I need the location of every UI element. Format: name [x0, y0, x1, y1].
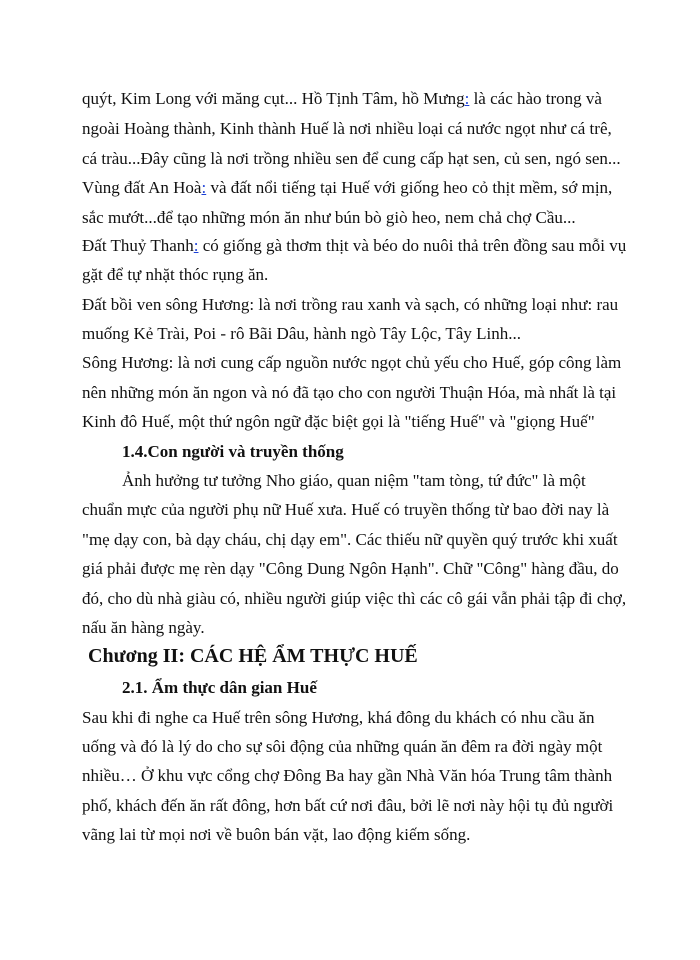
text-line: chuẩn mực của người phụ nữ Huế xưa. Huế có truyền thống từ bao đời nay là [82, 500, 610, 519]
section-heading: 2.1. Ẩm thực dân gian Huế [122, 678, 317, 697]
text-line: Sau khi đi nghe ca Huế trên sông Hương, khá đông du khách có nhu cầu ăn [82, 708, 595, 727]
text-line [82, 177, 612, 199]
text-span: có giống gà thơm thịt và béo do nuôi thả trên đồng sau mỗi vụ [198, 236, 627, 255]
text-line: Sông Hương: là nơi cung cấp nguồn nước ngọt chủ yếu cho Huế, góp công làm [82, 353, 622, 372]
text-line: nhiều… Ở khu vực cổng chợ Đông Ba hay gần Nhà Văn hóa Trung tâm thành [82, 766, 613, 785]
text-line: sắc mướt...để tạo những món ăn như bún bò giò heo, nem chả chợ Cầu... [82, 208, 576, 227]
text-span: quýt, Kim Long với măng cụt... Hồ Tịnh Tâm, hồ Mưng [82, 89, 465, 108]
text-line: giá phải được mẹ rèn dạy "Công Dung Ngôn Hạnh". Chữ "Công" hàng đầu, do [82, 559, 619, 578]
text-span: và đất nổi tiếng tại Huế với giống heo cỏ thịt mềm, sớ mịn, [206, 178, 613, 197]
text-span: Đất Thuỷ Thanh [82, 236, 194, 255]
text-line: cá tràu...Đây cũng là nơi trồng nhiều sen để cung cấp hạt sen, củ sen, ngó sen... [82, 149, 621, 168]
hyperlink[interactable]: : [464, 89, 470, 108]
text-line: gặt để tự nhặt thóc rụng ăn. [82, 265, 269, 284]
section-heading: 1.4.Con người và truyền thống [122, 442, 344, 461]
text-span: Vùng đất An Hoà [82, 178, 202, 197]
text-line: phố, khách đến ăn rất đông, hơn bất cứ nơi đâu, bởi lẽ nơi này hội tụ đủ người [82, 796, 614, 815]
hyperlink[interactable]: : [201, 178, 207, 197]
text-line: Ảnh hưởng tư tưởng Nho giáo, quan niệm "tam tòng, tứ đức" là một [122, 471, 586, 490]
text-line [82, 235, 626, 257]
text-line: Đất bồi ven sông Hương: là nơi trồng rau xanh và sạch, có những loại như: rau [82, 295, 619, 314]
text-line: nên những món ăn ngon và nó đã tạo cho con người Thuận Hóa, mà nhất là tại [82, 383, 617, 402]
text-span: là các hào trong và [469, 89, 602, 108]
text-line: ngoài Hoàng thành, Kinh thành Huế là nơi nhiều loại cá nước ngọt như cá trê, [82, 119, 612, 138]
text-line: nấu ăn hàng ngày. [82, 618, 205, 637]
text-line: muống Kẻ Trài, Poi - rô Bãi Dâu, hành ngò Tây Lộc, Tây Linh... [82, 324, 521, 343]
text-line: Kinh đô Huế, một thứ ngôn ngữ đặc biệt gọi là "tiếng Huế" và "giọng Huế" [82, 412, 595, 431]
hyperlink[interactable]: : [193, 236, 199, 255]
text-line: "mẹ dạy con, bà dạy cháu, chị dạy em". Các thiếu nữ quyền quý trước khi xuất [82, 530, 618, 549]
chapter-heading: Chương II: CÁC HỆ ẨM THỰC HUẾ [88, 645, 418, 667]
text-line: vãng lai từ mọi nơi về buôn bán vặt, lao động kiếm sống. [82, 825, 471, 844]
text-line: uống và đó là lý do cho sự sôi động của những quán ăn đêm ra đời ngày một [82, 737, 603, 756]
text-line: đó, cho dù nhà giàu có, nhiều người giúp việc thì các cô gái vẫn phải tập đi chợ, [82, 589, 627, 608]
text-line [82, 88, 602, 110]
